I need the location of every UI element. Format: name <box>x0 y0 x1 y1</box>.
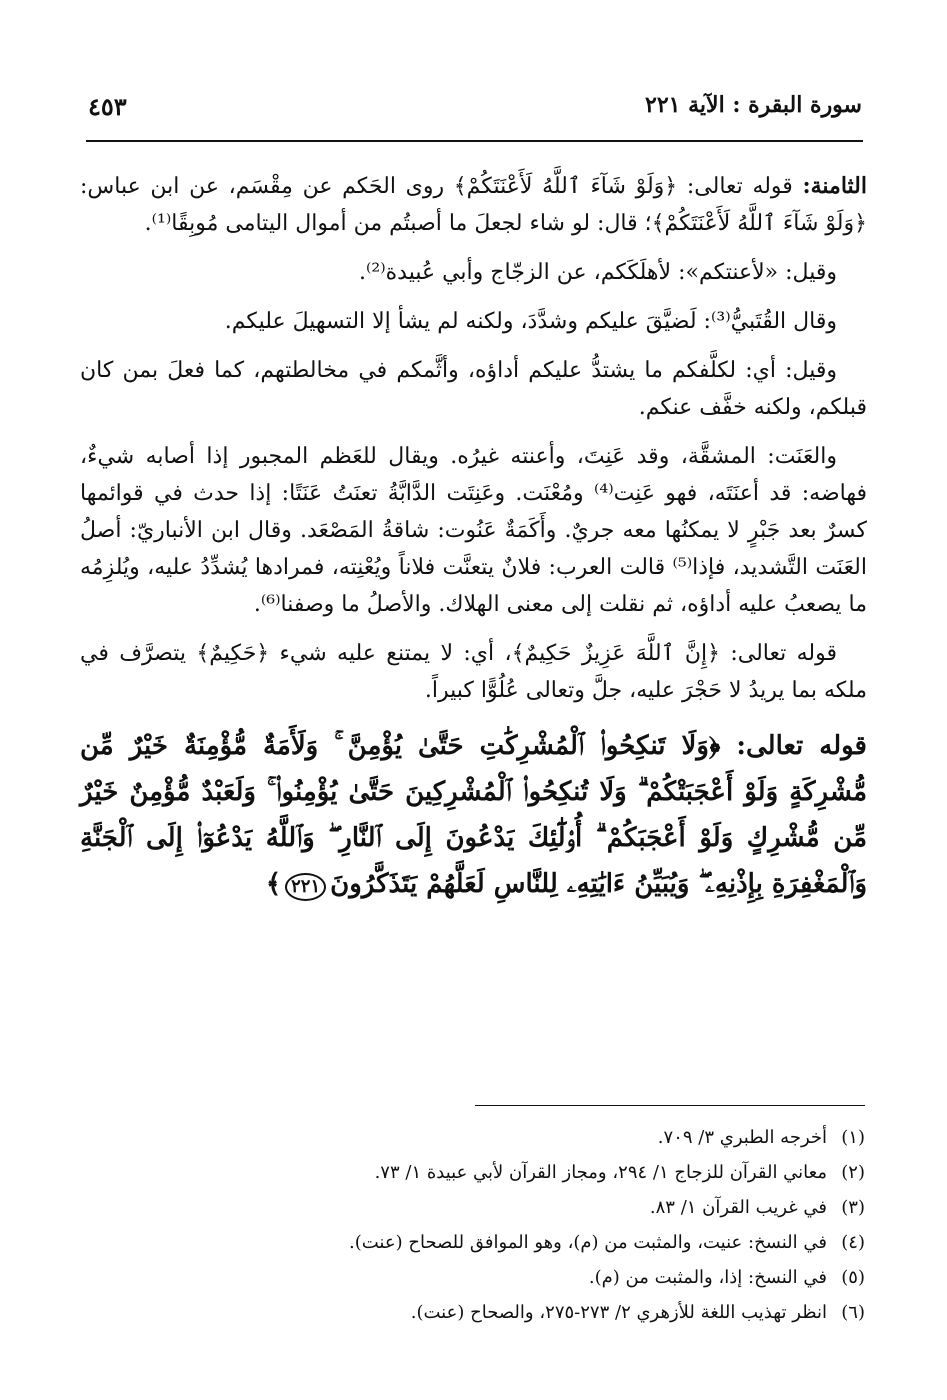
paragraph-text: قوله تعالى: ﴿وَلَوْ شَآءَ ٱللَّهُ لَأَعْنَتَكُمْ﴾ روى الحَكم عن مِقْسَم، عن ابن عباس: ﴿وَلَوْ شَآءَ ٱللَّهُ لَأَعْنَتَكُمْ﴾؛ قال: لو شاء لجعلَ ما أصبتُم من أموال اليتامى مُوبِقًا⁽¹⁾. <box>80 174 867 236</box>
paragraph-text: قوله تعالى: ﴿إِنَّ ٱللَّهَ عَزِيزٌ حَكِيمٌ﴾، أي: لا يمتنع عليه شيء ﴿حَكِيمٌ﴾ يتصرَّف في ملكه بما يريدُ لا حَجْرَ عليه، جلَّ وتعالى عُلُوًّا كبيراً. <box>80 641 867 703</box>
running-head <box>88 92 862 132</box>
footnote <box>80 1190 865 1225</box>
footnotes <box>80 1120 865 1330</box>
main-text <box>80 168 867 919</box>
header-rule <box>86 140 863 142</box>
footnote-number: (٤) <box>841 1232 865 1253</box>
footnote <box>80 1295 865 1330</box>
footnote <box>80 1120 865 1155</box>
paragraph-4 <box>80 352 867 426</box>
footnote-text: في النسخ: إذا، والمثبت من (م). <box>588 1267 827 1288</box>
paragraph-text: وقيل: أي: لكلَّفكم ما يشتدُّ عليكم أداؤه، وأثَّمكم في مخالطتهم، كما فعلَ بمن كان قبلكم، ولكنه خفَّف عنكم. <box>80 358 867 420</box>
paragraph-1 <box>80 168 867 242</box>
footnote <box>80 1155 865 1190</box>
paragraph-text: وقيل: «لأعنتكم»: لأهلَكَكم، عن الزجّاج وأبي عُبيدة⁽²⁾. <box>358 260 837 285</box>
paragraph-text: وقال القُتَبيُّ⁽³⁾: لَضيَّقَ عليكم وشدَّدَ، ولكنه لم يشأ إلا التسهيلَ عليكم. <box>224 309 837 334</box>
footnote-text: معاني القرآن للزجاج ١/ ٢٩٤، ومجاز القرآن لأبي عبيدة ١/ ٧٣. <box>374 1162 827 1183</box>
verse-text: ﴿وَلَا تَنكِحُوا۟ ٱلْمُشْرِكَٰتِ حَتَّىٰ يُؤْمِنَّ ۚ وَلَأَمَةٌ مُّؤْمِنَةٌ خَيْرٌ مِّن مُّشْرِكَةٍ وَلَوْ أَعْجَبَتْكُمْ ۗ وَلَا تُنكِحُوا۟ ٱلْمُشْرِكِينَ حَتَّىٰ يُؤْمِنُوا۟ ۚ وَلَعَبْدٌ مُّؤْمِنٌ خَيْرٌ مِّن مُّشْرِكٍ وَلَوْ أَعْجَبَكُمْ ۗ أُو۟لَٰٓئِكَ يَدْعُونَ إِلَى ٱلنَّارِ ۖ وَٱللَّهُ يَدْعُوٓا۟ إِلَى ٱلْجَنَّةِ وَٱلْمَغْفِرَةِ بِإِذْنِهِۦ ۖ وَيُبَيِّنُ ءَايَٰتِهِۦ لِلنَّاسِ لَعَلَّهُمْ يَتَذَكَّرُونَ <box>80 731 867 899</box>
paragraph-6 <box>80 635 867 709</box>
footnote-rule <box>475 1105 865 1106</box>
page-number: ٤٥٣ <box>88 92 127 121</box>
footnote-number: (١) <box>841 1127 865 1148</box>
footnote-number: (٥) <box>841 1267 865 1288</box>
paragraph-5 <box>80 438 867 623</box>
verse-lead: قوله تعالى: <box>736 731 867 761</box>
paragraph-2 <box>80 254 867 291</box>
footnote <box>80 1260 865 1295</box>
quran-verse-block <box>80 723 867 907</box>
running-head-title: سورة البقرة : الآية ٢٢١ <box>645 92 862 118</box>
footnote-number: (٦) <box>841 1302 865 1323</box>
footnote-text: في النسخ: عنيت، والمثبت من (م)، وهو الموافق للصحاح (عنت). <box>349 1232 827 1253</box>
footnote-text: أخرجه الطبري ٣/ ٧٠٩. <box>657 1127 827 1148</box>
footnote-number: (٣) <box>841 1197 865 1218</box>
footnote-text: في غريب القرآن ١/ ٨٣. <box>649 1197 827 1218</box>
footnote-number: (٢) <box>841 1162 865 1183</box>
paragraph-3 <box>80 303 867 340</box>
verse-number-marker: ٢٢١ <box>285 873 326 901</box>
paragraph-lead: الثامنة: <box>802 173 867 199</box>
paragraph-text: والعَنَت: المشقَّة، وقد عَنِتَ، وأعنته غيرُه. ويقال للعَظم المجبور إذا أصابه شيءٌ، فهاضه: قد أعنَتَه، فهو عَنِت⁽⁴⁾ ومُعْنَت. وعَنِتَت الدَّابَّةُ تعنَتُ عَنَتًا: إذا حدث في قوائمها كسرٌ بعد جَبْرٍ لا يمكنُها معه جريٌ. وأَكَمَةٌ عَنُوت: شاقةُ المَصْعَد. وقال ابن الأنباريّ: أصلُ العَنَت التَّشديد، فإذا⁽⁵⁾ قالت العرب: فلانٌ يتعنَّت فلاناً ويُعْنِته، فمرادها يُشدِّدُ عليه، ويُلزِمُه ما يصعبُ عليه أداؤه، ثم نقلت إلى معنى الهلاك. والأصلُ ما وصفنا⁽⁶⁾. <box>80 444 867 617</box>
footnote-text: انظر تهذيب اللغة للأزهري ٢/ ٢٧٣-٢٧٥، والصحاح (عنت). <box>410 1302 827 1323</box>
verse-close-bracket: ﴾ <box>265 869 282 899</box>
footnote <box>80 1225 865 1260</box>
